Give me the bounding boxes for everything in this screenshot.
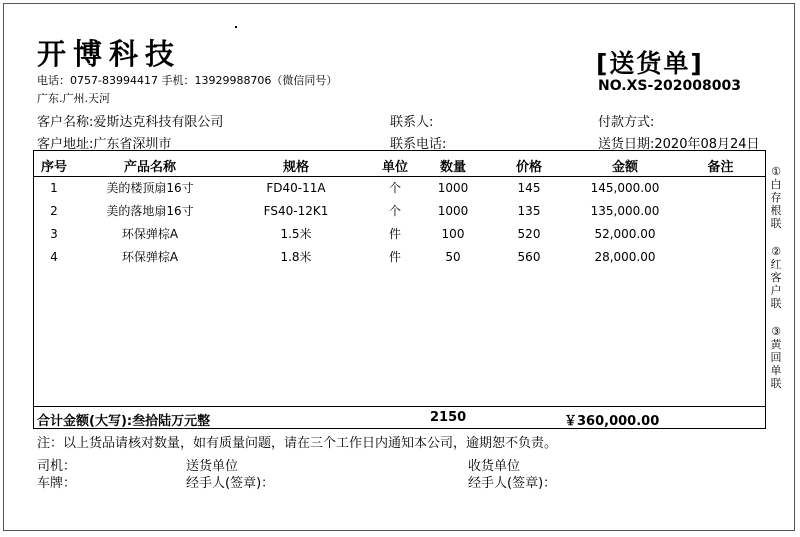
table-row — [33, 245, 766, 268]
col-header: 产品名称 — [123, 159, 176, 175]
cell-remark — [675, 245, 766, 268]
cell-price: 560 — [517, 249, 541, 264]
contact-phone-label: 联系电话: — [390, 137, 447, 152]
company-contact: 电话：0757-83994417 手机：13929988706（微信同号） — [37, 74, 338, 87]
side-note-white-stub: ①白存根联 — [770, 165, 782, 230]
col-header: 金额 — [611, 159, 638, 175]
cell-qty: 50 — [445, 249, 461, 264]
col-header: 单位 — [381, 159, 408, 175]
col-header: 规格 — [282, 159, 309, 175]
cell-product: 环保弹棕A — [121, 250, 179, 264]
cell-unit: 个 — [388, 181, 401, 195]
driver-label: 司机： — [37, 459, 77, 474]
cell-price: 135 — [517, 203, 541, 218]
customer-address-value: 广东省深圳市 — [93, 137, 172, 152]
receiver-unit-label: 收货单位 — [468, 459, 521, 474]
cell-qty: 100 — [441, 226, 465, 241]
sender-unit-label: 送货单位 — [186, 459, 239, 474]
cell-product: 环保弹棕A — [121, 227, 179, 241]
contact-person-label: 联系人: — [390, 115, 434, 130]
table-row — [33, 199, 766, 222]
disclaimer-note: 注：以上货品请核对数量，如有质量问题，请在三个工作日内通知本公司，逾期恕不负责。 — [37, 436, 558, 451]
col-header: 备注 — [707, 159, 734, 175]
col-header: 价格 — [515, 159, 542, 175]
cell-index: 3 — [50, 226, 58, 241]
cell-remark — [675, 199, 766, 222]
total-amount: ￥360,000.00 — [564, 414, 660, 429]
cell-index: 4 — [50, 249, 58, 264]
cell-spec: FS40-12K1 — [263, 203, 329, 218]
cell-remark — [675, 222, 766, 245]
total-amount-words: 合计金额(大写):叁拾陆万元整 — [37, 414, 211, 429]
cell-product: 美的落地扇16寸 — [106, 204, 194, 218]
cell-unit: 个 — [388, 204, 401, 218]
cell-price: 145 — [517, 180, 541, 195]
delivery-date-label: 送货日期: — [598, 137, 655, 152]
col-header: 序号 — [40, 159, 67, 175]
col-header: 数量 — [439, 159, 466, 175]
customer-address-label: 客户地址: — [37, 137, 94, 152]
cell-amount: 52,000.00 — [594, 226, 656, 241]
cell-qty: 1000 — [437, 203, 469, 218]
cell-spec: 1.8米 — [280, 250, 312, 264]
cell-remark — [675, 176, 766, 199]
table-top-line — [33, 150, 766, 151]
cell-price: 520 — [517, 226, 541, 241]
side-note-red-customer: ②红客户联 — [770, 245, 782, 310]
cell-amount: 145,000.00 — [590, 180, 660, 195]
cell-unit: 件 — [388, 227, 401, 241]
table-row — [33, 222, 766, 245]
items-table — [33, 154, 766, 268]
cell-index: 2 — [50, 203, 58, 218]
side-note-yellow-receipt: ③黄回单联 — [770, 325, 782, 390]
plate-label: 车牌： — [37, 476, 77, 491]
receiver-handler-label: 经手人(签章)： — [468, 476, 557, 491]
company-address: 广东.广州.天河 — [37, 92, 110, 105]
cell-qty: 1000 — [437, 180, 469, 195]
summary-top-line — [33, 406, 766, 407]
cell-amount: 28,000.00 — [594, 249, 656, 264]
customer-name-value: 爱斯达克科技有限公司 — [93, 115, 224, 130]
cell-spec: 1.5米 — [280, 227, 312, 241]
customer-name-label: 客户名称: — [37, 115, 94, 130]
delivery-date-value: 2020年08月24日 — [654, 137, 760, 152]
company-name: 开博科技 — [37, 37, 182, 71]
cell-amount: 135,000.00 — [590, 203, 660, 218]
table-header-row — [33, 154, 766, 176]
cell-product: 美的楼顶扇16寸 — [106, 181, 194, 195]
total-quantity: 2150 — [430, 410, 467, 425]
speck — [235, 26, 237, 28]
document-number: NO.XS-202008003 — [598, 78, 741, 94]
sender-handler-label: 经手人(签章)： — [186, 476, 275, 491]
cell-index: 1 — [50, 180, 58, 195]
table-row — [33, 176, 766, 199]
cell-spec: FD40-11A — [266, 180, 326, 195]
document-title: [送货单] — [596, 49, 704, 78]
cell-unit: 件 — [388, 250, 401, 264]
payment-method-label: 付款方式: — [598, 115, 655, 130]
customer-name-row — [37, 111, 223, 130]
